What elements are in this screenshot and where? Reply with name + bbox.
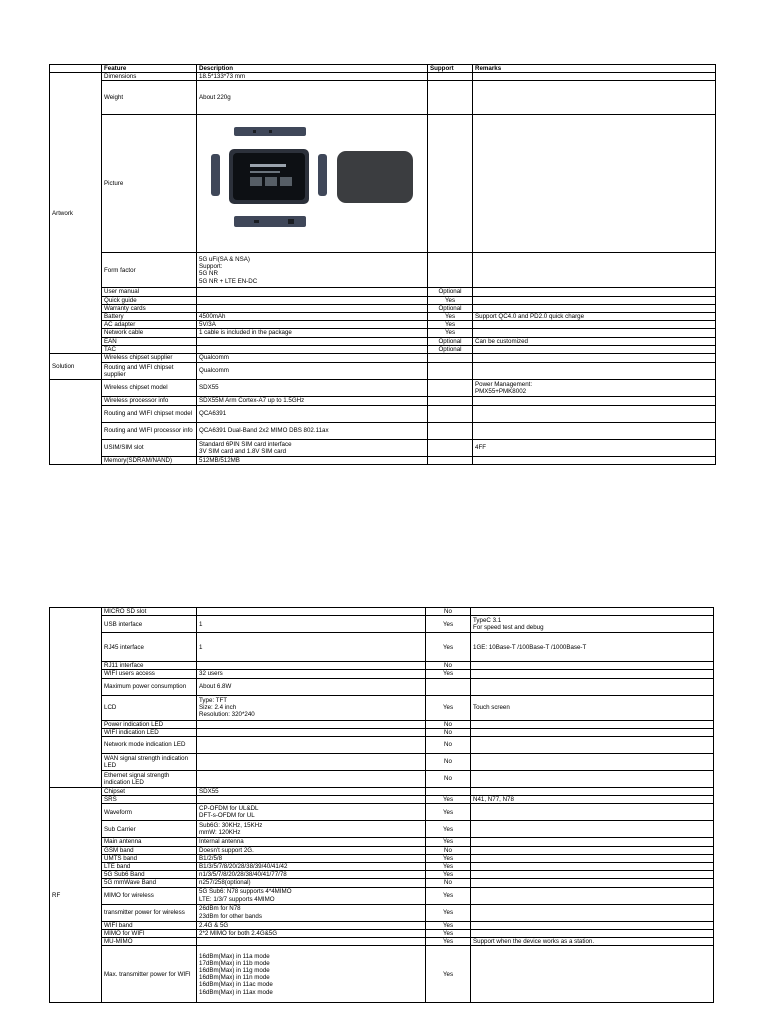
product-images — [199, 119, 425, 249]
table-row — [50, 854, 714, 862]
description-cell — [197, 304, 428, 312]
remarks-cell — [471, 929, 714, 937]
remarks-cell — [473, 397, 716, 406]
feature-cell: Wireless chipset model — [102, 380, 197, 397]
support-cell: No — [426, 754, 471, 771]
table-row — [50, 337, 716, 345]
table-row — [50, 846, 714, 854]
description-cell — [197, 288, 428, 296]
support-cell: Optional — [428, 288, 473, 296]
description-cell: QCA6391 Dual-Band 2x2 MIMO DBS 802.11ax — [197, 423, 428, 440]
description-cell — [197, 608, 426, 616]
table-row — [50, 662, 714, 670]
remarks-cell — [471, 670, 714, 678]
feature-cell: Main antenna — [102, 838, 197, 846]
table-row — [50, 670, 714, 678]
support-cell — [428, 115, 473, 253]
group-label — [50, 380, 102, 465]
description-cell: 2.4G & 5G — [197, 921, 426, 929]
support-cell: Yes — [426, 921, 471, 929]
support-cell — [428, 423, 473, 440]
description-cell: B1/2/5/8 — [197, 854, 426, 862]
description-cell — [197, 796, 426, 804]
description-cell: Standard 6PIN SIM card interface 3V SIM card and 1.8V SIM card — [197, 440, 428, 457]
support-cell: Optional — [428, 337, 473, 345]
feature-cell: RJ45 interface — [102, 633, 197, 662]
description-cell — [197, 345, 428, 353]
description-cell: Internal antenna — [197, 838, 426, 846]
remarks-cell: Support QC4.0 and PD2.0 quick charge — [473, 313, 716, 321]
feature-cell: Max. transmitter power for WIFI — [102, 946, 197, 1003]
remarks-cell — [473, 423, 716, 440]
description-cell: Doesn't support 2G. — [197, 846, 426, 854]
support-cell — [426, 788, 471, 796]
remarks-cell — [473, 321, 716, 329]
remarks-cell — [471, 662, 714, 670]
table-row — [50, 838, 714, 846]
description-cell: Qualcomm — [197, 354, 428, 363]
support-cell — [428, 253, 473, 288]
table-row — [50, 608, 714, 616]
feature-cell: MIMO for WIFI — [102, 929, 197, 937]
feature-cell: WIFI band — [102, 921, 197, 929]
feature-cell: MU-MIMO — [102, 938, 197, 946]
description-cell: SDX55 — [197, 788, 426, 796]
product-picture-cell — [197, 115, 428, 253]
support-cell: No — [426, 662, 471, 670]
description-cell: 26dBm for N78 23dBm for other bands — [197, 904, 426, 921]
table-row — [50, 304, 716, 312]
feature-cell: Network cable — [102, 329, 197, 337]
table-row — [50, 616, 714, 633]
remarks-cell — [473, 288, 716, 296]
remarks-cell — [473, 363, 716, 380]
table-row — [50, 887, 714, 904]
remarks-cell: Power Management: PMX55+PMK8002 — [473, 380, 716, 397]
support-cell: No — [426, 608, 471, 616]
remarks-cell — [473, 81, 716, 115]
description-cell — [197, 938, 426, 946]
support-cell — [428, 440, 473, 457]
remarks-cell — [471, 728, 714, 736]
table-row — [50, 457, 716, 465]
table-row — [50, 406, 716, 423]
feature-cell: Picture — [102, 115, 197, 253]
table-row — [50, 321, 716, 329]
table-row — [50, 938, 714, 946]
support-cell: Yes — [428, 296, 473, 304]
description-cell: 2*2 MIMO for both 2.4G&5G — [197, 929, 426, 937]
device-photo-icon — [199, 119, 425, 249]
remarks-cell — [471, 804, 714, 821]
support-cell: No — [426, 771, 471, 788]
feature-cell: Wireless chipset supplier — [102, 354, 197, 363]
remarks-cell — [471, 821, 714, 838]
remarks-cell — [473, 345, 716, 353]
description-cell — [197, 296, 428, 304]
remarks-cell — [471, 946, 714, 1003]
remarks-cell — [471, 678, 714, 695]
remarks-cell — [471, 921, 714, 929]
description-cell: 18.5*133*73 mm — [197, 73, 428, 81]
feature-cell: GSM band — [102, 846, 197, 854]
table-row — [50, 363, 716, 380]
description-cell: QCA6391 — [197, 406, 428, 423]
table-row — [50, 633, 714, 662]
table-row — [50, 81, 716, 115]
support-cell — [428, 380, 473, 397]
support-cell: Yes — [426, 854, 471, 862]
table-row — [50, 354, 716, 363]
feature-cell: Form factor — [102, 253, 197, 288]
table-row — [50, 879, 714, 887]
table-row — [50, 253, 716, 288]
feature-cell: USB interface — [102, 616, 197, 633]
remarks-cell — [471, 838, 714, 846]
feature-cell: USIM/SIM slot — [102, 440, 197, 457]
table-row — [50, 737, 714, 754]
feature-cell: Routing and WIFI processor info — [102, 423, 197, 440]
remarks-cell — [473, 329, 716, 337]
description-cell: SDX55 — [197, 380, 428, 397]
description-cell — [197, 771, 426, 788]
support-cell: Yes — [426, 633, 471, 662]
table-row — [50, 788, 714, 796]
table-row — [50, 345, 716, 353]
feature-cell: LTE band — [102, 863, 197, 871]
group-label: RF — [50, 788, 102, 1003]
description-cell: 512MB/512MB — [197, 457, 428, 465]
support-cell — [428, 73, 473, 81]
feature-cell: Ethernet signal strength indication LED — [102, 771, 197, 788]
remarks-cell — [471, 871, 714, 879]
remarks-cell — [471, 879, 714, 887]
table-row — [50, 678, 714, 695]
feature-cell: Battery — [102, 313, 197, 321]
remarks-cell — [473, 115, 716, 253]
feature-cell: WIFI users access — [102, 670, 197, 678]
feature-cell: AC adapter — [102, 321, 197, 329]
support-cell: Yes — [426, 938, 471, 946]
description-cell: 5V/3A — [197, 321, 428, 329]
feature-cell: WAN signal strength indication LED — [102, 754, 197, 771]
feature-cell: Waveform — [102, 804, 197, 821]
remarks-cell: Touch screen — [471, 695, 714, 720]
support-cell: Yes — [426, 929, 471, 937]
feature-cell: Routing and WIFI chipset model — [102, 406, 197, 423]
remarks-cell — [471, 608, 714, 616]
remarks-cell — [471, 788, 714, 796]
feature-cell: Power indication LED — [102, 720, 197, 728]
table-row — [50, 397, 716, 406]
table-row — [50, 296, 716, 304]
description-cell: 1 — [197, 633, 426, 662]
support-cell: No — [426, 879, 471, 887]
feature-cell: WIFI indication LED — [102, 728, 197, 736]
support-cell: Yes — [428, 313, 473, 321]
description-cell: Type: TFT Size: 2.4 inch Resolution: 320*240 — [197, 695, 426, 720]
description-cell: Sub6G: 30KHz, 15KHz mmW: 120KHz — [197, 821, 426, 838]
feature-cell: Maximum power consumption — [102, 678, 197, 695]
header-feature: Feature — [102, 65, 197, 73]
table-row — [50, 288, 716, 296]
support-cell — [428, 406, 473, 423]
description-cell — [197, 737, 426, 754]
description-cell: 16dBm(Max) in 11a mode 17dBm(Max) in 11b mode 16dBm(Max) in 11g mode 16dBm(Max) in 11n mode 16dBm(Max) in 11ac mode 16dBm(Max) in 11ax mode — [197, 946, 426, 1003]
support-cell: Yes — [426, 804, 471, 821]
table-row — [50, 904, 714, 921]
support-cell — [428, 397, 473, 406]
description-cell — [197, 728, 426, 736]
support-cell: Yes — [428, 329, 473, 337]
description-cell: 1 — [197, 616, 426, 633]
support-cell — [428, 81, 473, 115]
remarks-cell: N41, N77, N78 — [471, 796, 714, 804]
description-cell: SDX55M Arm Cortex-A7 up to 1.5GHz — [197, 397, 428, 406]
description-cell: n257/258(optional) — [197, 879, 426, 887]
header-remarks: Remarks — [473, 65, 716, 73]
remarks-cell — [471, 887, 714, 904]
table-row — [50, 863, 714, 871]
support-cell: Yes — [426, 946, 471, 1003]
remarks-cell — [473, 73, 716, 81]
feature-cell: Dimensions — [102, 73, 197, 81]
remarks-cell — [473, 406, 716, 423]
feature-cell: User manual — [102, 288, 197, 296]
feature-cell: Weight — [102, 81, 197, 115]
spec-table-page1 — [49, 64, 716, 465]
table-row — [50, 695, 714, 720]
description-cell: About 6.8W — [197, 678, 426, 695]
table-row — [50, 804, 714, 821]
table-row — [50, 946, 714, 1003]
table-row — [50, 115, 716, 253]
description-cell: 4500mAh — [197, 313, 428, 321]
description-cell — [197, 754, 426, 771]
support-cell: No — [426, 846, 471, 854]
remarks-cell — [471, 771, 714, 788]
description-cell: Qualcomm — [197, 363, 428, 380]
table-row — [50, 720, 714, 728]
feature-cell: Quick guide — [102, 296, 197, 304]
description-cell: About 220g — [197, 81, 428, 115]
description-cell: 32 users — [197, 670, 426, 678]
remarks-cell — [473, 296, 716, 304]
feature-cell: Network mode indication LED — [102, 737, 197, 754]
table-row — [50, 771, 714, 788]
remarks-cell: 1GE: 10Base-T /100Base-T /1000Base-T — [471, 633, 714, 662]
support-cell: No — [426, 737, 471, 754]
description-cell — [197, 337, 428, 345]
support-cell — [428, 363, 473, 380]
feature-cell: transmitter power for wireless — [102, 904, 197, 921]
remarks-cell: Can be customized — [473, 337, 716, 345]
feature-cell: Sub Carrier — [102, 821, 197, 838]
remarks-cell: Support when the device works as a station. — [471, 938, 714, 946]
support-cell: Yes — [426, 871, 471, 879]
table-row — [50, 796, 714, 804]
header-group — [50, 65, 102, 73]
support-cell: No — [426, 720, 471, 728]
remarks-cell — [471, 754, 714, 771]
remarks-cell — [471, 854, 714, 862]
feature-cell: UMTS band — [102, 854, 197, 862]
table-row — [50, 871, 714, 879]
table-row — [50, 929, 714, 937]
group-label: Artwork — [50, 73, 102, 354]
support-cell: Yes — [426, 838, 471, 846]
table-row — [50, 380, 716, 397]
feature-cell: Warranty cards — [102, 304, 197, 312]
support-cell: Yes — [426, 821, 471, 838]
table-row — [50, 728, 714, 736]
remarks-cell: TypeC 3.1 For speed test and debug — [471, 616, 714, 633]
description-cell: B1/3/5/7/8/20/28/38/39/40/41/42 — [197, 863, 426, 871]
table-row — [50, 440, 716, 457]
remarks-cell — [473, 304, 716, 312]
support-cell: Yes — [426, 796, 471, 804]
table-row — [50, 313, 716, 321]
remarks-cell — [471, 904, 714, 921]
feature-cell: TAC — [102, 345, 197, 353]
support-cell: Optional — [428, 345, 473, 353]
feature-cell: MIMO for wireless — [102, 887, 197, 904]
support-cell: Yes — [426, 616, 471, 633]
support-cell: Yes — [426, 695, 471, 720]
description-cell: 5G Sub6: N78 supports 4*4MIMO LTE: 1/3/7 supports 4MIMO — [197, 887, 426, 904]
support-cell: Yes — [426, 863, 471, 871]
description-cell — [197, 720, 426, 728]
group-label: Solution — [50, 354, 102, 380]
table-row — [50, 329, 716, 337]
description-cell: CP-OFDM for UL&DL DFT-s-OFDM for UL — [197, 804, 426, 821]
support-cell: Yes — [426, 887, 471, 904]
feature-cell: EAN — [102, 337, 197, 345]
table-row — [50, 73, 716, 81]
spec-table-page2 — [49, 607, 714, 1003]
support-cell — [426, 678, 471, 695]
feature-cell: LCD — [102, 695, 197, 720]
remarks-cell — [471, 737, 714, 754]
header-description: Description — [197, 65, 428, 73]
table-header-row — [50, 65, 716, 73]
feature-cell: 5G mmWave Band — [102, 879, 197, 887]
table-row — [50, 921, 714, 929]
description-cell: n1/3/5/7/8/20/28/38/40/41/77/78 — [197, 871, 426, 879]
remarks-cell: 4FF — [473, 440, 716, 457]
feature-cell: Chipset — [102, 788, 197, 796]
support-cell: No — [426, 728, 471, 736]
description-cell: 5G uFi(SA & NSA) Support: 5G NR 5G NR + LTE EN-DC — [197, 253, 428, 288]
feature-cell: Memory(SDRAM/NAND) — [102, 457, 197, 465]
support-cell: Yes — [426, 904, 471, 921]
description-cell: 1 cable is included in the package — [197, 329, 428, 337]
table-row — [50, 423, 716, 440]
feature-cell: RJ11 interface — [102, 662, 197, 670]
support-cell — [428, 354, 473, 363]
header-support: Support — [428, 65, 473, 73]
support-cell — [428, 457, 473, 465]
feature-cell: Wireless processor info — [102, 397, 197, 406]
table-row — [50, 754, 714, 771]
remarks-cell — [471, 863, 714, 871]
remarks-cell — [471, 846, 714, 854]
remarks-cell — [473, 354, 716, 363]
group-label — [50, 608, 102, 788]
support-cell: Optional — [428, 304, 473, 312]
remarks-cell — [473, 253, 716, 288]
description-cell — [197, 662, 426, 670]
remarks-cell — [471, 720, 714, 728]
feature-cell: Routing and WIFI chipset supplier — [102, 363, 197, 380]
remarks-cell — [473, 457, 716, 465]
feature-cell: SRS — [102, 796, 197, 804]
feature-cell: MICRO SD slot — [102, 608, 197, 616]
support-cell: Yes — [426, 670, 471, 678]
support-cell: Yes — [428, 321, 473, 329]
feature-cell: 5G Sub6 Band — [102, 871, 197, 879]
table-row — [50, 821, 714, 838]
